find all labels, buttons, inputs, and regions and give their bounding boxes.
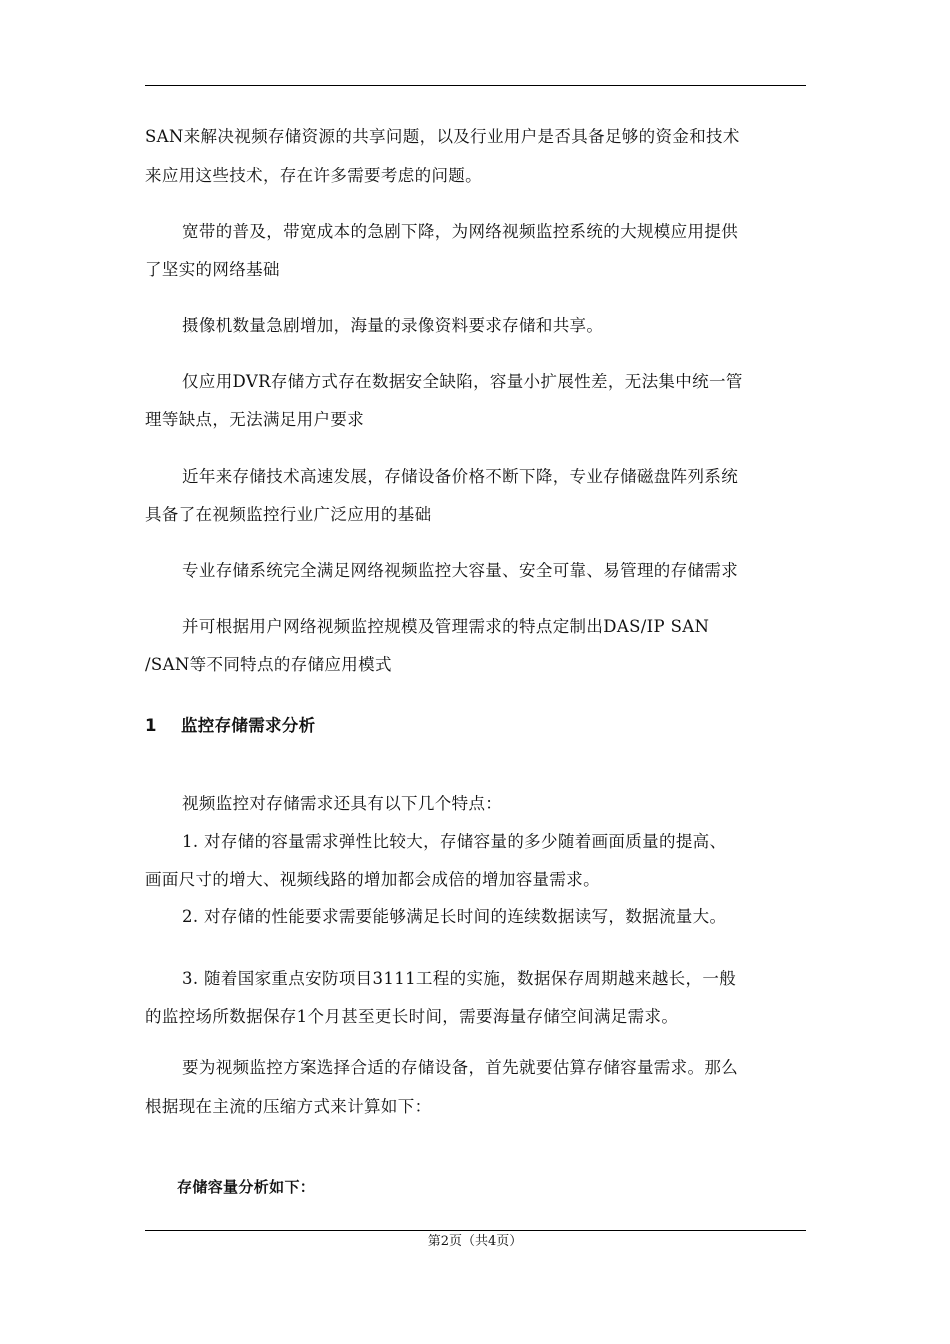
- paragraph-line: 根据现在主流的压缩方式来计算如下：: [145, 1097, 432, 1116]
- paragraph-line: 近年来存储技术高速发展，存储设备价格不断下降，专业存储磁盘阵列系统: [182, 467, 739, 486]
- paragraph-line: 具备了在视频监控行业广泛应用的基础: [145, 505, 432, 524]
- paragraph-line: 摄像机数量急剧增加，海量的录像资料要求存储和共享。: [182, 316, 604, 335]
- list-item-line: 的监控场所数据保存1个月甚至更长时间，需要海量存储空间满足需求。: [145, 1007, 679, 1026]
- paragraph-line: 了坚实的网络基础: [145, 260, 280, 279]
- paragraph-line: 要为视频监控方案选择合适的存储设备，首先就要估算存储容量需求。那么: [182, 1058, 739, 1077]
- list-item-line: 2. 对存储的性能要求需要能够满足长时间的连续数据读写，数据流量大。: [182, 907, 727, 926]
- list-item-line: 3. 随着国家重点安防项目3111工程的实施，数据保存周期越来越长，一般: [182, 969, 737, 988]
- section-heading: [145, 716, 810, 736]
- analysis-intro: 视频监控对存储需求还具有以下几个特点：: [182, 794, 503, 813]
- paragraph-line: 理等缺点，无法满足用户要求: [145, 410, 365, 429]
- section-number: 1: [145, 716, 157, 735]
- paragraph-line: 来应用这些技术，存在许多需要考虑的问题。: [145, 166, 482, 185]
- list-item-line: 1. 对存储的容量需求弹性比较大，存储容量的多少随着画面质量的提高、: [182, 832, 727, 851]
- page-number: 第2页（共4页）: [427, 1234, 523, 1249]
- list-item-line: 画面尺寸的增大、视频线路的增加都会成倍的增加容量需求。: [145, 870, 600, 889]
- paragraph-line: 并可根据用户网络视频监控规模及管理需求的特点定制出DAS/IP SAN: [182, 617, 710, 636]
- section-title: 监控存储需求分析: [181, 716, 316, 735]
- paragraph-line: 仅应用DVR存储方式存在数据安全缺陷，容量小扩展性差，无法集中统一管: [182, 372, 743, 391]
- paragraph-line: /SAN等不同特点的存储应用模式: [145, 655, 392, 674]
- paragraph-line: 专业存储系统完全满足网络视频监控大容量、安全可靠、易管理的存储需求: [182, 561, 739, 580]
- subheading: 存储容量分析如下：: [177, 1178, 316, 1196]
- paragraph-line: 宽带的普及，带宽成本的急剧下降，为网络视频监控系统的大规模应用提供: [182, 222, 739, 241]
- paragraph-line: SAN来解决视频存储资源的共享问题，以及行业用户是否具备足够的资金和技术: [145, 127, 740, 146]
- footer-rule: [145, 1230, 806, 1231]
- header-rule: [145, 85, 806, 86]
